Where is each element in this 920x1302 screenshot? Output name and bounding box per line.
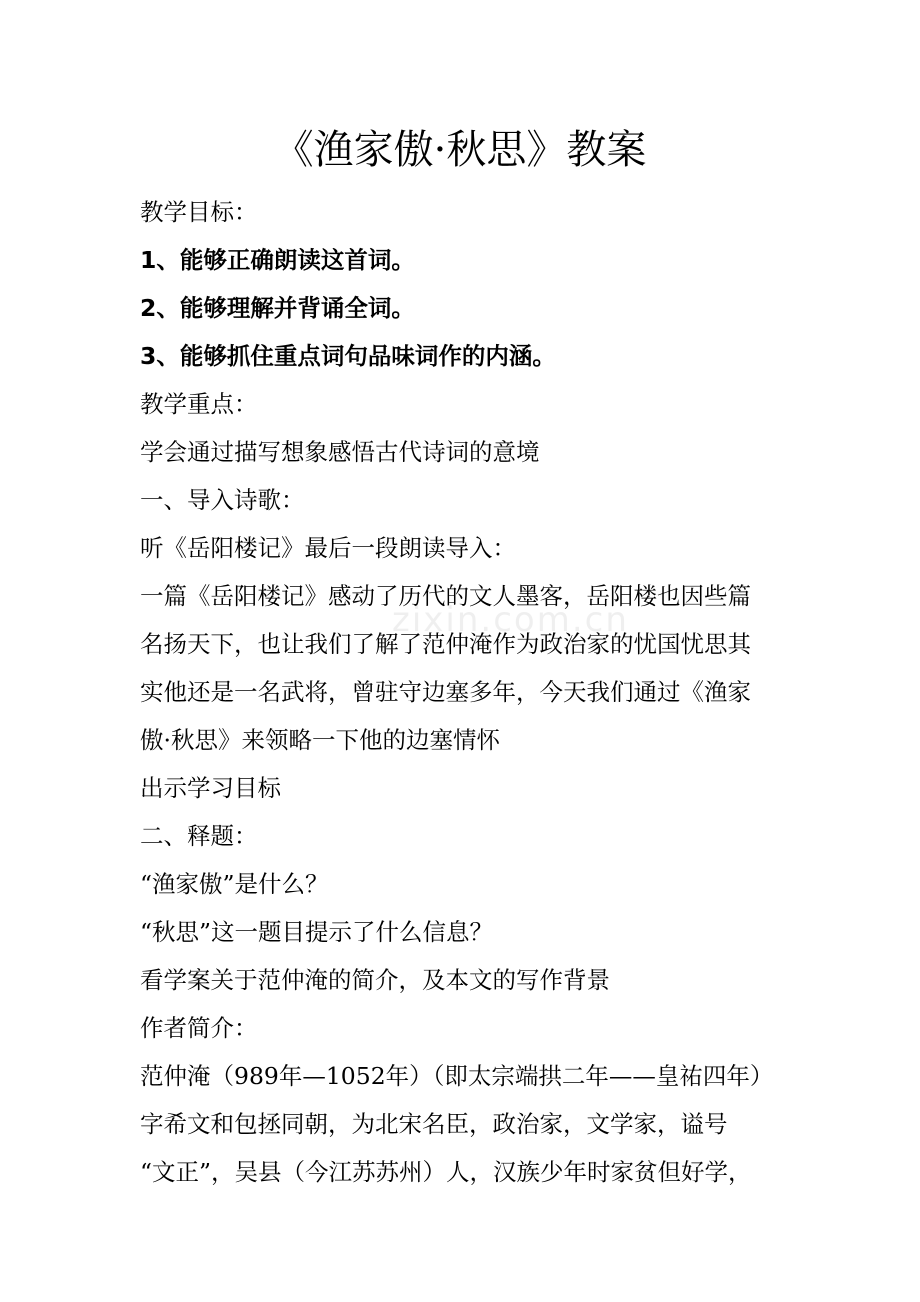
paragraph-line: 一篇《岳阳楼记》感动了历代的文人墨客，岳阳楼也因些篇 (140, 582, 751, 610)
watermark: zixin.com.cn (392, 600, 629, 640)
section-heading-key-points: 教学重点： (140, 390, 258, 418)
goal-item-3: 3、能够抓住重点词句品味词作的内涵。 (140, 342, 556, 370)
section-heading-intro: 一、导入诗歌： (140, 486, 305, 514)
question-line: “渔家傲”是什么？ (140, 870, 329, 898)
paragraph-line: 出示学习目标 (140, 774, 281, 802)
question-line: “秋思”这一题目提示了什么信息？ (140, 918, 494, 946)
paragraph-line: 听《岳阳楼记》最后一段朗读导入： (140, 534, 516, 562)
section-heading-author: 作者简介： (140, 1014, 258, 1042)
paragraph-line: 学会通过描写想象感悟古代诗词的意境 (140, 438, 540, 466)
paragraph-line: 看学案关于范仲淹的简介，及本文的写作背景 (140, 966, 610, 994)
paragraph-line: 傲·秋思》来领略一下他的边塞情怀 (140, 726, 500, 754)
paragraph-line: 范仲淹（989年—1052年）（即太宗端拱二年——皇祐四年） (140, 1062, 774, 1090)
goal-item-1: 1、能够正确朗读这首词。 (140, 246, 415, 274)
paragraph-line: “文正”，吴县（今江苏苏州）人，汉族少年时家贫但好学， (140, 1158, 752, 1186)
section-heading-teaching-goals: 教学目标： (140, 198, 258, 226)
document-title: 《渔家傲·秋思》教案 (273, 127, 647, 173)
paragraph-line: 字希文和包拯同朝，为北宋名臣，政治家，文学家，谥号 (140, 1110, 728, 1138)
section-heading-title-explanation: 二、释题： (140, 822, 258, 850)
paragraph-line: 名扬天下，也让我们了解了范仲淹作为政治家的忧国忧思其 (140, 630, 751, 658)
paragraph-line: 实他还是一名武将，曾驻守边塞多年，今天我们通过《渔家 (140, 678, 751, 706)
goal-item-2: 2、能够理解并背诵全词。 (140, 294, 415, 322)
